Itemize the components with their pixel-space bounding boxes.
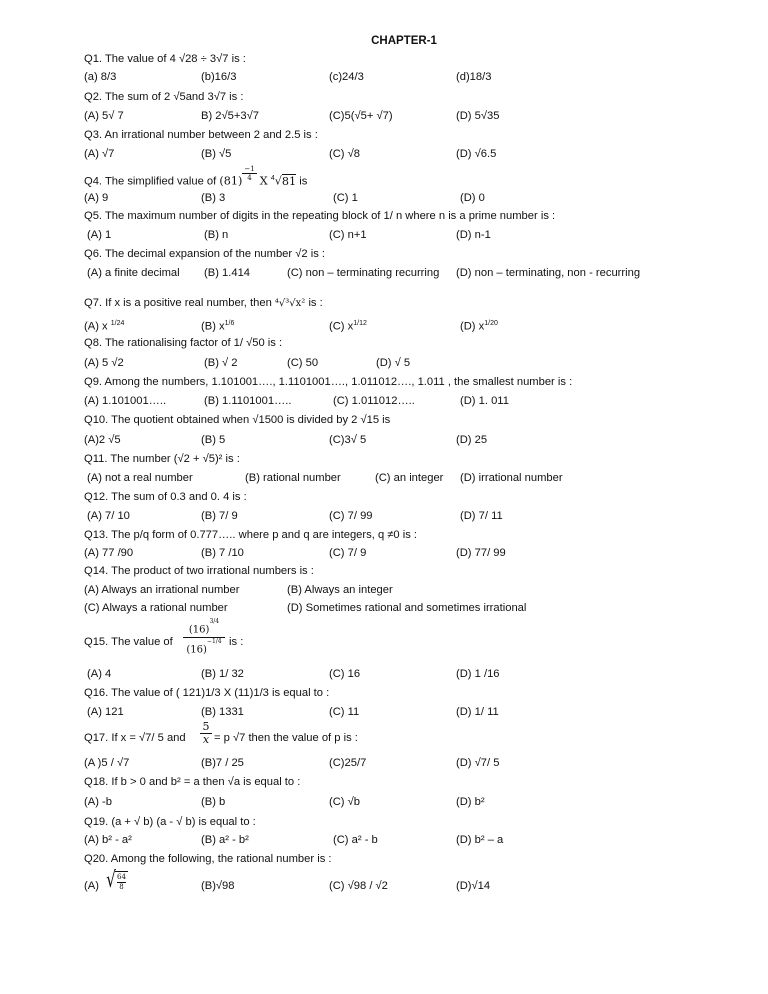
q19-option-a[interactable]: (A) b² - a² xyxy=(84,834,132,846)
q15-option-d[interactable]: (D) 1 /16 xyxy=(456,668,500,680)
question-14-stem: Q14. The product of two irrational numbers is : xyxy=(84,565,314,577)
q11-option-b[interactable]: (B) rational number xyxy=(245,472,341,484)
q15-option-a[interactable]: (A) 4 xyxy=(87,668,112,680)
q5-option-c[interactable]: (C) n+1 xyxy=(329,229,367,241)
question-16-options xyxy=(84,705,764,719)
q20-fraction-numerator: 64 xyxy=(117,872,126,881)
q8-option-d[interactable]: (D) √ 5 xyxy=(376,357,411,369)
q10-option-a[interactable]: (A)2 √5 xyxy=(84,434,121,446)
question-7-options xyxy=(84,317,764,331)
q19-option-c[interactable]: (C) a² - b xyxy=(333,834,378,846)
q19-option-d[interactable]: (D) b² – a xyxy=(456,834,504,846)
q16-option-b[interactable]: (B) 1331 xyxy=(201,706,244,718)
q12-option-a[interactable]: (A) 7/ 10 xyxy=(87,510,130,522)
question-15-tail: is : xyxy=(229,636,244,648)
chapter-title: CHAPTER-1 xyxy=(371,35,437,47)
q3-option-a[interactable]: (A) √7 xyxy=(84,148,115,160)
q17-fraction-denominator: x xyxy=(202,733,210,746)
q17-option-b[interactable]: (B)7 / 25 xyxy=(201,757,244,769)
q4-option-a[interactable]: (A) 9 xyxy=(84,192,109,204)
q20-option-a-radical xyxy=(104,868,128,894)
q15-option-c[interactable]: (C) 16 xyxy=(329,668,361,680)
question-17-options xyxy=(84,756,764,770)
question-17-tail: = p √7 then the value of p is : xyxy=(214,732,358,744)
q15-numerator-exponent: 3/4 xyxy=(209,618,220,625)
question-9-options xyxy=(84,394,764,408)
q11-option-d[interactable]: (D) irrational number xyxy=(460,472,563,484)
q1-option-c[interactable]: (c)24/3 xyxy=(329,71,364,83)
q4-root-index: 4 xyxy=(270,175,275,182)
question-4-stem: Q4. The simplified value of (81) $\frac{-1}{4}$ X $^4$√81 is xyxy=(84,165,308,188)
question-5-stem: Q5. The maximum number of digits in the repeating block of 1/ n where n is a prime number is : xyxy=(84,210,556,222)
q7-option-b[interactable]: (B) $x^{1/6}$ xyxy=(201,320,235,333)
q18-option-d[interactable]: (D) b² xyxy=(456,796,485,808)
q17-fraction xyxy=(200,721,212,746)
question-15-options xyxy=(84,667,764,681)
q10-option-d[interactable]: (D) 25 xyxy=(456,434,488,446)
q3-option-d[interactable]: (D) √6.5 xyxy=(456,148,497,160)
q4-base: (81) xyxy=(219,174,243,188)
question-13-options xyxy=(84,546,764,560)
q2-option-d[interactable]: (D) 5√35 xyxy=(456,110,500,122)
q20-fraction-denominator: 8 xyxy=(119,882,124,891)
q5-option-b[interactable]: (B) n xyxy=(204,229,229,241)
q7-radical: ⁴√³√x² xyxy=(274,298,306,309)
question-5-options xyxy=(84,228,764,242)
question-18-options xyxy=(84,795,764,809)
question-19-options xyxy=(84,833,764,847)
q18-option-c[interactable]: (C) √b xyxy=(329,796,361,808)
question-9-stem: Q9. Among the numbers, 1.101001…., 1.1101001…., 1.011012…., 1.011 , the smallest number is : xyxy=(84,376,573,388)
q16-option-a[interactable]: (A) 121 xyxy=(87,706,124,718)
q10-option-b[interactable]: (B) 5 xyxy=(201,434,226,446)
q5-option-d[interactable]: (D) n-1 xyxy=(456,229,491,241)
q2-option-a[interactable]: (A) 5√ 7 xyxy=(84,110,124,122)
q9-option-c[interactable]: (C) 1.011012….. xyxy=(333,395,415,407)
q13-option-d[interactable]: (D) 77/ 99 xyxy=(456,547,506,559)
q17-option-d[interactable]: (D) √7/ 5 xyxy=(456,757,500,769)
q13-option-a[interactable]: (A) 77 /90 xyxy=(84,547,134,559)
q3-option-c[interactable]: (C) √8 xyxy=(329,148,361,160)
q16-option-d[interactable]: (D) 1/ 11 xyxy=(456,706,499,718)
q8-option-b[interactable]: (B) √ 2 xyxy=(204,357,238,369)
q15-option-b[interactable]: (B) 1/ 32 xyxy=(201,668,244,680)
q1-option-b[interactable]: (b)16/3 xyxy=(201,71,237,83)
question-15-stem: Q15. The value of xyxy=(84,636,173,648)
q15-numerator: (16) xyxy=(188,624,210,636)
q12-option-b[interactable]: (B) 7/ 9 xyxy=(201,510,238,522)
q6-option-a[interactable]: (A) a finite decimal xyxy=(87,267,180,279)
q15-denominator: (16) xyxy=(186,644,207,656)
question-18-stem: Q18. If b > 0 and b² = a then √a is equal to : xyxy=(84,776,301,788)
q14-option-a[interactable]: (A) Always an irrational number xyxy=(84,584,240,596)
question-3-options xyxy=(84,147,764,161)
q3-option-b[interactable]: (B) √5 xyxy=(201,148,232,160)
question-14-options-row1 xyxy=(84,583,764,597)
q14-option-b[interactable]: (B) Always an integer xyxy=(287,584,393,596)
question-8-options xyxy=(84,356,764,370)
q20-option-c[interactable]: (C) √98 / √2 xyxy=(329,880,388,892)
question-3-stem: Q3. An irrational number between 2 and 2.5 is : xyxy=(84,129,318,141)
question-8-stem: Q8. The rationalising factor of 1/ √50 is : xyxy=(84,337,283,349)
question-16-stem: Q16. The value of ( 121)1/3 X (11)1/3 is equal to : xyxy=(84,687,330,699)
question-12-stem: Q12. The sum of 0.3 and 0. 4 is : xyxy=(84,491,247,503)
q20-fraction xyxy=(115,871,128,892)
question-10-stem: Q10. The quotient obtained when √1500 is divided by 2 √15 is xyxy=(84,414,391,426)
q10-option-c[interactable]: (C)3√ 5 xyxy=(329,434,367,446)
question-2-stem: Q2. The sum of 2 √5and 3√7 is : xyxy=(84,91,244,103)
question-12-options xyxy=(84,509,764,523)
q8-option-a[interactable]: (A) 5 √2 xyxy=(84,357,124,369)
q15-denominator-exponent: −1/4 xyxy=(206,638,222,646)
q18-option-b[interactable]: (B) b xyxy=(201,796,226,808)
q6-option-c[interactable]: (C) non – terminating recurring xyxy=(287,267,440,279)
question-19-stem: Q19. (a + √ b) (a - √ b) is equal to : xyxy=(84,816,256,828)
question-13-stem: Q13. The p/q form of 0.777….. where p and q are integers, q ≠0 is : xyxy=(84,529,418,541)
question-20-options: (A) (B)√98 (C) √98 / √2 (D)√14 xyxy=(84,880,491,892)
q7-option-a[interactable]: (A) x $^{1/24}$ xyxy=(84,320,125,333)
q4-exponent: $\frac{-1}{4}$ xyxy=(244,165,255,183)
q14-option-c[interactable]: (C) Always a rational number xyxy=(84,602,228,614)
q11-option-a[interactable]: (A) not a real number xyxy=(87,472,193,484)
question-11-options xyxy=(84,471,764,485)
question-1-stem: Q1. The value of 4 √28 ÷ 3√7 is : xyxy=(84,53,246,65)
question-7-stem: Q7. If x is a positive real number, then ⁴√³√x² is : xyxy=(84,297,323,309)
q9-option-a[interactable]: (A) 1.101001….. xyxy=(84,395,167,407)
q8-option-c[interactable]: (C) 50 xyxy=(287,357,319,369)
question-14-options-row2 xyxy=(84,601,764,615)
q2-option-c[interactable]: (C)5(√5+ √7) xyxy=(329,110,393,122)
q6-option-b[interactable]: (B) 1.414 xyxy=(204,267,251,279)
q7-option-c[interactable]: (C) $x^{1/12}$ xyxy=(329,320,367,333)
q4-option-d[interactable]: (D) 0 xyxy=(460,192,485,204)
q14-option-d[interactable]: (D) Sometimes rational and sometimes irrational xyxy=(287,602,527,614)
q5-option-a[interactable]: (A) 1 xyxy=(87,229,112,241)
q16-option-c[interactable]: (C) 11 xyxy=(329,706,360,718)
q4-radicand: 81 xyxy=(281,174,297,188)
q17-option-c[interactable]: (C)25/7 xyxy=(329,757,367,769)
q15-fraction xyxy=(183,620,225,657)
question-6-options xyxy=(84,266,764,280)
q4-option-b[interactable]: (B) 3 xyxy=(201,192,226,204)
q1-option-d[interactable]: (d)18/3 xyxy=(456,71,492,83)
q4-times: X xyxy=(259,174,268,188)
q2-option-b[interactable]: B) 2√5+3√7 xyxy=(201,110,259,122)
q12-option-d[interactable]: (D) 7/ 11 xyxy=(460,510,503,522)
q6-option-d[interactable]: (D) non – terminating, non - recurring xyxy=(456,267,641,279)
q1-option-a[interactable]: (a) 8/3 xyxy=(84,71,117,83)
question-17-stem: Q17. If x = √7/ 5 and xyxy=(84,732,186,744)
question-1-options xyxy=(84,70,764,84)
question-11-stem: Q11. The number (√2 + √5)² is : xyxy=(84,453,240,465)
q11-option-c[interactable]: (C) an integer xyxy=(375,472,444,484)
question-4-options xyxy=(84,191,764,205)
q18-option-a[interactable]: (A) -b xyxy=(84,796,112,808)
q20-sqrt-icon: √ xyxy=(106,868,116,893)
q17-fraction-numerator: 5 xyxy=(200,721,212,734)
q7-option-d[interactable]: (D) $x^{1/20}$ xyxy=(460,320,498,333)
q13-option-b[interactable]: (B) 7 /10 xyxy=(201,547,244,559)
question-20-stem: Q20. Among the following, the rational number is : xyxy=(84,853,332,865)
q19-option-b[interactable]: (B) a² - b² xyxy=(201,834,249,846)
question-2-options xyxy=(84,109,764,123)
q20-option-b[interactable]: (B)√98 xyxy=(201,880,235,892)
q9-option-d[interactable]: (D) 1. 011 xyxy=(460,395,509,407)
q9-option-b[interactable]: (B) 1.1101001….. xyxy=(204,395,292,407)
q20-option-d[interactable]: (D)√14 xyxy=(456,880,491,892)
question-6-stem: Q6. The decimal expansion of the number √2 is : xyxy=(84,248,326,260)
q12-option-c[interactable]: (C) 7/ 99 xyxy=(329,510,373,522)
q17-option-a[interactable]: (A )5 / √7 xyxy=(84,757,130,769)
q4-option-c[interactable]: (C) 1 xyxy=(333,192,358,204)
question-10-options xyxy=(84,433,764,447)
q13-option-c[interactable]: (C) 7/ 9 xyxy=(329,547,367,559)
